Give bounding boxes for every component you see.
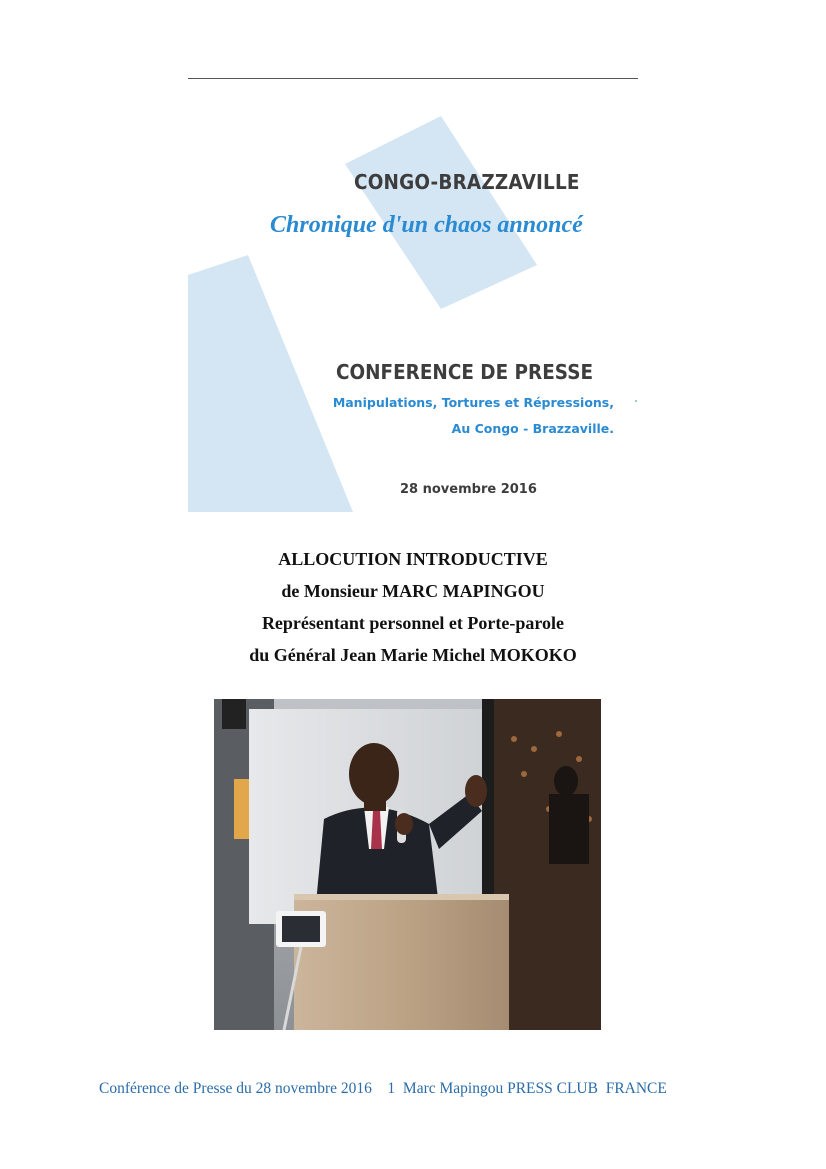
heading-line1: ALLOCUTION INTRODUCTIVE: [278, 549, 548, 569]
speaker-photo: [214, 699, 601, 1030]
banner-date: 28 novembre 2016: [400, 482, 537, 497]
heading-line3: Représentant personnel et Porte-parole: [261, 613, 565, 633]
banner-topic-line2: Au Congo - Brazzaville.: [451, 421, 614, 436]
banner-conference-title: CONFERENCE DE PRESSE: [336, 360, 594, 384]
page-footer: [99, 1080, 667, 1098]
banner-topic-line1: Manipulations, Tortures et Répressions,: [332, 395, 614, 410]
heading-line2: de Monsieur MARC MAPINGOU: [281, 581, 545, 601]
heading-line4: du Général Jean Marie Michel MOKOKO: [249, 645, 577, 665]
speaker-photo-illustration: [214, 699, 601, 1030]
page-number: 1: [387, 1080, 396, 1097]
conference-banner: [188, 110, 638, 512]
banner-dot: [635, 400, 637, 402]
banner-subtitle: Chronique d'un chaos annoncé: [270, 212, 583, 238]
banner-title: CONGO-BRAZZAVILLE: [354, 170, 580, 194]
footer-left: Conférence de Presse du 28 novembre 2016: [99, 1080, 372, 1097]
speech-heading: [0, 543, 826, 671]
footer-right: Marc Mapingou PRESS CLUB FRANCE: [402, 1080, 667, 1097]
banner-slant-shape: [188, 255, 353, 512]
header-rule: [188, 78, 638, 79]
